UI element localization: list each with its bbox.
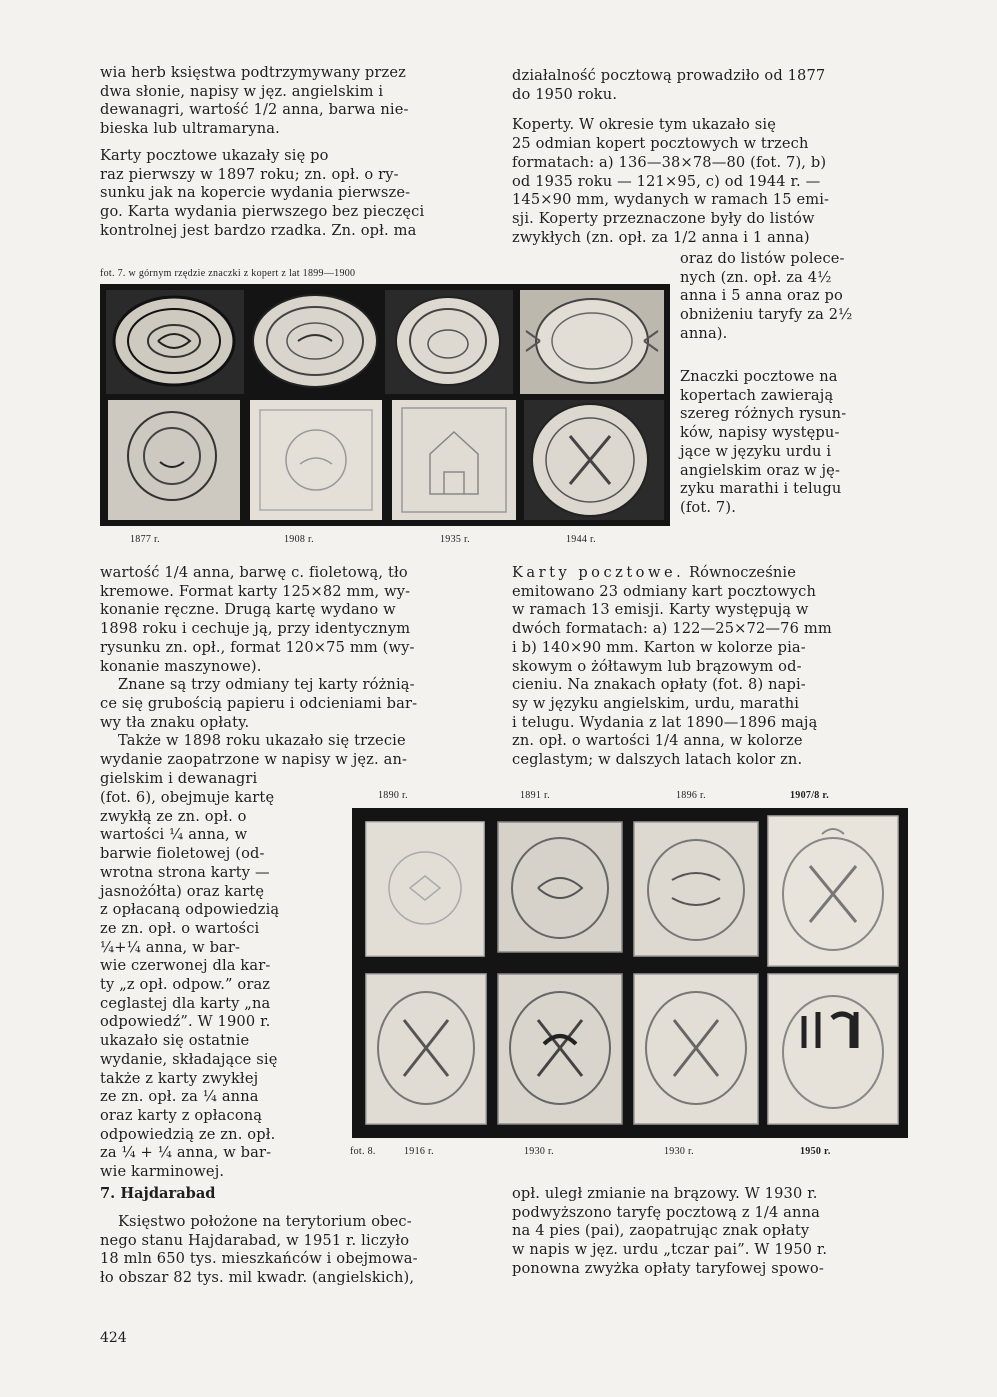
text-line: ze zn. opł. o wartości bbox=[100, 919, 260, 937]
stamp-square-3 bbox=[392, 400, 516, 520]
text-line: dwa słonie, napisy w jęz. angielskim i bbox=[100, 82, 384, 100]
text-line: ło obszar 82 tys. mil kwadr. (angielskich), bbox=[100, 1269, 415, 1287]
text-line: kremowe. Format karty 125×82 mm, wy- bbox=[100, 582, 411, 600]
text-line: odpowiedzią ze zn. opł. bbox=[100, 1125, 276, 1143]
text-line: ceglastej dla karty „na bbox=[100, 994, 271, 1012]
text-line: skowym o żółtawym lub brązowym od- bbox=[512, 657, 802, 675]
text-line: barwie fioletowej (od- bbox=[100, 845, 265, 863]
figure-7-stamps-image bbox=[100, 284, 670, 526]
text-line: dwóch formatach: a) 122—25×72—76 mm bbox=[512, 620, 832, 638]
text-line: jasnożółta) oraz kartę bbox=[100, 882, 265, 900]
text-line: anna i 5 anna oraz po bbox=[680, 287, 843, 305]
text-line: Księstwo położone na terytorium obec- bbox=[118, 1213, 412, 1230]
stamp-card-1890 bbox=[366, 822, 484, 956]
text-line: zwykłą ze zn. opł. o bbox=[100, 807, 247, 825]
text-line: na 4 pies (pai), zaopatrując znak opłaty bbox=[512, 1222, 810, 1240]
text-line: gielskim i dewanagri bbox=[100, 769, 258, 787]
figure-8-year-bottom-1: 1916 r. bbox=[404, 1146, 434, 1157]
stamp-oval-5 bbox=[524, 400, 664, 520]
figure-8-year-top-4: 1907/8 r. bbox=[790, 790, 829, 801]
left-column-narrow bbox=[100, 789, 335, 1182]
text-line: wia herb księstwa podtrzymywany przez bbox=[100, 64, 406, 81]
text-line: angielskim oraz w ję- bbox=[680, 461, 841, 479]
text-line: obniżeniu taryfy za 2½ bbox=[680, 306, 853, 324]
figure-8-year-bottom-4: 1950 r. bbox=[800, 1146, 831, 1157]
left-column-bottom bbox=[100, 1213, 495, 1288]
stamp-card-1896 bbox=[634, 822, 758, 956]
text-line: wrotna strona karty — bbox=[100, 863, 270, 881]
text-line: 18 mln 650 tys. mieszkańców i obejmowa- bbox=[100, 1250, 418, 1268]
figure-7-year-4: 1944 r. bbox=[566, 534, 596, 545]
text-line: (fot. 6), obejmuje kartę bbox=[100, 789, 275, 806]
text-line: konanie ręczne. Drugą kartę wydano w bbox=[100, 601, 396, 619]
text-line: kopertach zawierają bbox=[680, 386, 834, 404]
text-line: w napis w jęz. urdu „tczar pai”. W 1950 r. bbox=[512, 1241, 828, 1259]
text-line: ponowna zwyżka opłaty taryfowej spowo- bbox=[512, 1259, 824, 1277]
text-line: ¼+¼ anna, w bar- bbox=[100, 938, 241, 956]
right-column-mid bbox=[512, 564, 907, 770]
figure-8-caption: fot. 8. bbox=[350, 1146, 376, 1157]
figure-8-year-top-3: 1896 r. bbox=[676, 790, 706, 801]
text-line: (fot. 7). bbox=[680, 498, 736, 516]
text-line: zwykłych (zn. opł. za 1/2 anna i 1 anna) bbox=[512, 228, 810, 246]
text-line: bieska lub ultramaryna. bbox=[100, 120, 280, 138]
right-column-wrap bbox=[680, 250, 910, 344]
text-line: nego stanu Hajdarabad, w 1951 r. liczyło bbox=[100, 1231, 410, 1249]
text-line: wie czerwonej dla kar- bbox=[100, 957, 271, 975]
figure-7-plate bbox=[100, 284, 670, 526]
text-line: oraz do listów polece- bbox=[680, 250, 845, 267]
stamp-square-1 bbox=[108, 400, 240, 520]
figure-7-caption: fot. 7. w górnym rzędzie znaczki z kopert z lat 1899—1900 bbox=[100, 268, 356, 279]
text-line: 1898 roku i cechuje ją, przy identycznym bbox=[100, 620, 411, 638]
text-line: i b) 140×90 mm. Karton w kolorze pia- bbox=[512, 638, 806, 656]
text-line: wartości ¼ anna, w bbox=[100, 826, 248, 844]
text-line: ce się grubością papieru i odcieniami bar- bbox=[100, 694, 418, 712]
right-column-bottom bbox=[512, 1185, 907, 1279]
text-line: Karty pocztowe. Równocześnie bbox=[512, 564, 796, 581]
text-line: Koperty. W okresie tym ukazało się bbox=[512, 116, 776, 134]
stamp-card-1907 bbox=[768, 816, 898, 966]
text-line: 25 odmian kopert pocztowych w trzech bbox=[512, 135, 809, 153]
stamp-square-2 bbox=[250, 400, 382, 520]
page-number: 424 bbox=[100, 1330, 127, 1346]
stamp-oval-4 bbox=[520, 290, 664, 394]
text-line: 145×90 mm, wydanych w ramach 15 emi- bbox=[512, 191, 830, 209]
text-line: go. Karta wydania pierwszego bez pieczęci bbox=[100, 202, 425, 220]
text-line: nych (zn. opł. za 4½ bbox=[680, 268, 832, 286]
text-line: formatach: a) 136—38×78—80 (fot. 7), b) bbox=[512, 153, 827, 171]
text-line: ty „z opł. odpow.” oraz bbox=[100, 976, 271, 994]
figure-8-year-top-2: 1891 r. bbox=[520, 790, 550, 801]
text-line: rysunku zn. opł., format 120×75 mm (wy- bbox=[100, 638, 415, 656]
figure-8-year-bottom-2: 1930 r. bbox=[524, 1146, 554, 1157]
text-line: oraz karty z opłaconą bbox=[100, 1106, 263, 1124]
stamp-oval-1 bbox=[106, 290, 244, 394]
text-line: wydanie, składające się bbox=[100, 1050, 278, 1068]
stamp-oval-2 bbox=[253, 295, 377, 387]
left-column-top bbox=[100, 64, 495, 240]
figure-7-year-3: 1935 r. bbox=[440, 534, 470, 545]
stamp-oval-3 bbox=[385, 290, 513, 394]
text-line: emitowano 23 odmiany kart pocztowych bbox=[512, 582, 817, 600]
stamp-card-1916 bbox=[366, 974, 486, 1124]
text-line: ceglastym; w dalszych latach kolor zn. bbox=[512, 751, 803, 769]
text-line: także z karty zwykłej bbox=[100, 1069, 259, 1087]
text-line: zyku marathi i telugu bbox=[680, 480, 842, 498]
text-line: Znaczki pocztowe na bbox=[680, 368, 838, 385]
text-line: wie karminowej. bbox=[100, 1163, 225, 1181]
right-column-narrow bbox=[680, 368, 910, 518]
text-line: ków, napisy występu- bbox=[680, 424, 840, 442]
text-line: jące w języku urdu i bbox=[680, 442, 832, 460]
text-line: w ramach 13 emisji. Karty występują w bbox=[512, 601, 809, 619]
text-line: Karty pocztowe ukazały się po bbox=[100, 146, 329, 164]
text-line: konanie maszynowe). bbox=[100, 657, 262, 675]
text-line: cieniu. Na znakach opłaty (fot. 8) napi- bbox=[512, 676, 806, 694]
text-line: anna). bbox=[680, 324, 728, 342]
text-line: kontrolnej jest bardzo rzadka. Zn. opł. ma bbox=[100, 221, 417, 239]
text-line: za ¼ + ¼ anna, w bar- bbox=[100, 1144, 272, 1162]
text-line: Także w 1898 roku ukazało się trzecie bbox=[118, 732, 406, 750]
left-column-mid bbox=[100, 564, 495, 788]
text-line: Znane są trzy odmiany tej karty różnią- bbox=[118, 676, 415, 694]
text-line: zn. opł. o wartości 1/4 anna, w kolorze bbox=[512, 732, 803, 750]
text-line: ukazało się ostatnie bbox=[100, 1032, 250, 1050]
text-line: sunku jak na kopercie wydania pierwsze- bbox=[100, 184, 411, 202]
right-column-top bbox=[512, 67, 907, 247]
text-line: z opłacaną odpowiedzią bbox=[100, 901, 280, 919]
figure-7-year-1: 1877 r. bbox=[130, 534, 160, 545]
text-line: sy w języku angielskim, urdu, marathi bbox=[512, 694, 800, 712]
figure-8-plate bbox=[352, 808, 908, 1138]
text-line: do 1950 roku. bbox=[512, 85, 618, 103]
text-line: sji. Koperty przeznaczone były do listów bbox=[512, 209, 815, 227]
text-line: szereg różnych rysun- bbox=[680, 405, 847, 423]
text-line: ze zn. opł. za ¼ anna bbox=[100, 1088, 259, 1106]
figure-8-year-bottom-3: 1930 r. bbox=[664, 1146, 694, 1157]
text-line: dewanagri, wartość 1/2 anna, barwa nie- bbox=[100, 101, 409, 119]
section-heading: 7. Hajdarabad bbox=[100, 1185, 216, 1202]
stamp-card-1950 bbox=[768, 974, 898, 1124]
text-line: działalność pocztową prowadziło od 1877 bbox=[512, 67, 826, 84]
text-line: odpowiedź”. W 1900 r. bbox=[100, 1013, 271, 1031]
text-line: wy tła znaku opłaty. bbox=[100, 713, 250, 731]
stamp-card-1891 bbox=[498, 822, 622, 952]
stamp-card-1930a bbox=[498, 974, 622, 1124]
text-line: podwyższono taryfę pocztową z 1/4 anna bbox=[512, 1203, 820, 1221]
figure-8-stamps-image bbox=[352, 808, 908, 1138]
text-line: od 1935 roku — 121×95, c) od 1944 r. — bbox=[512, 172, 821, 190]
figure-7-year-2: 1908 r. bbox=[284, 534, 314, 545]
text-line: wydanie zaopatrzone w napisy w jęz. an- bbox=[100, 751, 408, 769]
stamp-card-1930b bbox=[634, 974, 758, 1124]
text-line: opł. uległ zmianie na brązowy. W 1930 r. bbox=[512, 1185, 818, 1202]
figure-8-year-top-1: 1890 r. bbox=[378, 790, 408, 801]
text-line: wartość 1/4 anna, barwę c. fioletową, tło bbox=[100, 564, 408, 581]
text-line: raz pierwszy w 1897 roku; zn. opł. o ry- bbox=[100, 165, 399, 183]
text-line: i telugu. Wydania z lat 1890—1896 mają bbox=[512, 713, 818, 731]
